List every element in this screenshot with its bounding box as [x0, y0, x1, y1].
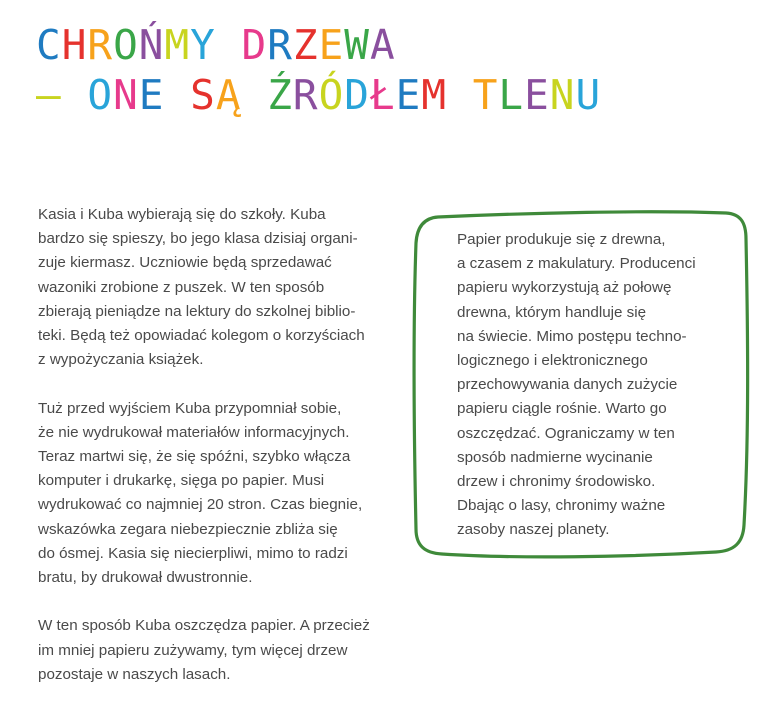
text-line: pozostaje w naszych lasach.: [38, 665, 231, 683]
text-line: zuje kiermasz. Uczniowie będą sprzedawać: [38, 254, 332, 272]
story-paragraph-2: [38, 397, 388, 591]
text-line: Tuż przed wyjściem Kuba przypomniał sobie,: [38, 399, 342, 417]
title-letter: E: [524, 71, 550, 119]
title-letter: O: [87, 71, 114, 119]
title-letter: H: [61, 21, 88, 69]
title-letter: A: [369, 21, 396, 69]
title-letter: [447, 70, 473, 120]
text-line: z wypożyczania książek.: [38, 351, 204, 369]
title-letter: O: [113, 21, 139, 69]
title-letter: Ź: [267, 71, 293, 119]
text-line: na świecie. Mimo postępu techno-: [457, 327, 687, 345]
text-line: logicznego i elektronicznego: [457, 352, 648, 370]
title-line-2: [36, 70, 601, 120]
text-line: komputer i drukarkę, sięga po papier. Musi: [38, 472, 325, 490]
text-line: wazoniki zrobione z puszek. W ten sposób: [38, 278, 325, 296]
title-letter: Y: [190, 21, 216, 69]
title-letter: E: [138, 71, 165, 119]
text-line: Papier produkuje się z drewna,: [457, 231, 666, 248]
text-line: Teraz martwi się, że się spóźni, szybko włącza: [38, 448, 351, 466]
info-box-text: [457, 228, 727, 543]
story-text: [38, 203, 388, 711]
text-line: Kasia i Kuba wybierają się do szkoły. Kuba: [38, 206, 326, 223]
title-letter: [164, 70, 190, 120]
text-line: a czasem z makulatury. Producenci: [457, 255, 696, 273]
title-letter: [242, 70, 268, 120]
title-letter: W: [344, 21, 370, 69]
text-line: sposób nadmierne wycinanie: [457, 448, 653, 466]
text-line: oszczędzać. Ograniczamy w ten: [457, 424, 675, 442]
title-letter: Ó: [318, 71, 345, 119]
title-letter: Z: [292, 21, 319, 69]
title-letter: R: [292, 71, 319, 119]
title-letter: E: [395, 71, 422, 119]
title-letter: M: [164, 21, 191, 69]
title-letter: Ą: [215, 71, 242, 119]
title-letter: C: [36, 21, 62, 69]
text-line: że nie wydrukował materiałów informacyjnych.: [38, 423, 350, 441]
title-letter: R: [267, 21, 293, 69]
text-line: wydrukować co najmniej 20 stron. Czas biegnie,: [38, 496, 363, 514]
story-paragraph-3: [38, 614, 388, 687]
story-paragraph-1: [38, 203, 388, 372]
title-letter: L: [498, 71, 525, 119]
title-letter: [216, 20, 242, 70]
text-line: do ósmej. Kasia się niecierpliwi, mimo to radzi: [38, 544, 348, 562]
text-line: wskazówka zegara niebezpiecznie zbliża się: [38, 520, 338, 538]
page-title: [36, 20, 601, 120]
text-line: teki. Będą też opowiadać kolegom o korzyściach: [38, 327, 365, 345]
title-letter: R: [87, 21, 114, 69]
title-letter: S: [190, 71, 216, 119]
title-letter: N: [549, 71, 576, 119]
title-letter: U: [575, 71, 602, 119]
title-letter: –: [36, 71, 62, 119]
text-line: Dbając o lasy, chronimy ważne: [457, 497, 666, 515]
info-box: [408, 207, 757, 563]
title-letter: M: [421, 71, 447, 119]
text-line: przechowywania danych zużycie: [457, 376, 678, 394]
title-letter: D: [344, 71, 370, 119]
text-line: bratu, by drukował dwustronnie.: [38, 569, 253, 587]
title-letter: Ł: [369, 71, 396, 119]
title-letter: [62, 70, 88, 120]
text-line: W ten sposób Kuba oszczędza papier. A przecież: [38, 617, 370, 635]
text-line: im mniej papieru zużywamy, tym więcej drzew: [38, 641, 348, 659]
text-line: drzew i chronimy środowisko.: [457, 473, 656, 491]
text-line: papieru wykorzystują aż połowę: [457, 279, 672, 297]
text-line: zbierają pieniądze na lektury do szkolnej biblio-: [38, 302, 356, 320]
text-line: papieru ciągle rośnie. Warto go: [457, 400, 667, 418]
text-line: bardzo się spieszy, bo jego klasa dzisiaj organi-: [38, 230, 358, 248]
title-letter: Ń: [138, 21, 165, 69]
title-letter: E: [318, 21, 345, 69]
text-line: zasoby naszej planety.: [457, 521, 610, 539]
title-letter: N: [113, 71, 139, 119]
title-letter: T: [472, 71, 499, 119]
title-line-1: [36, 20, 601, 70]
text-line: drewna, którym handluje się: [457, 303, 647, 321]
title-letter: D: [241, 21, 268, 69]
